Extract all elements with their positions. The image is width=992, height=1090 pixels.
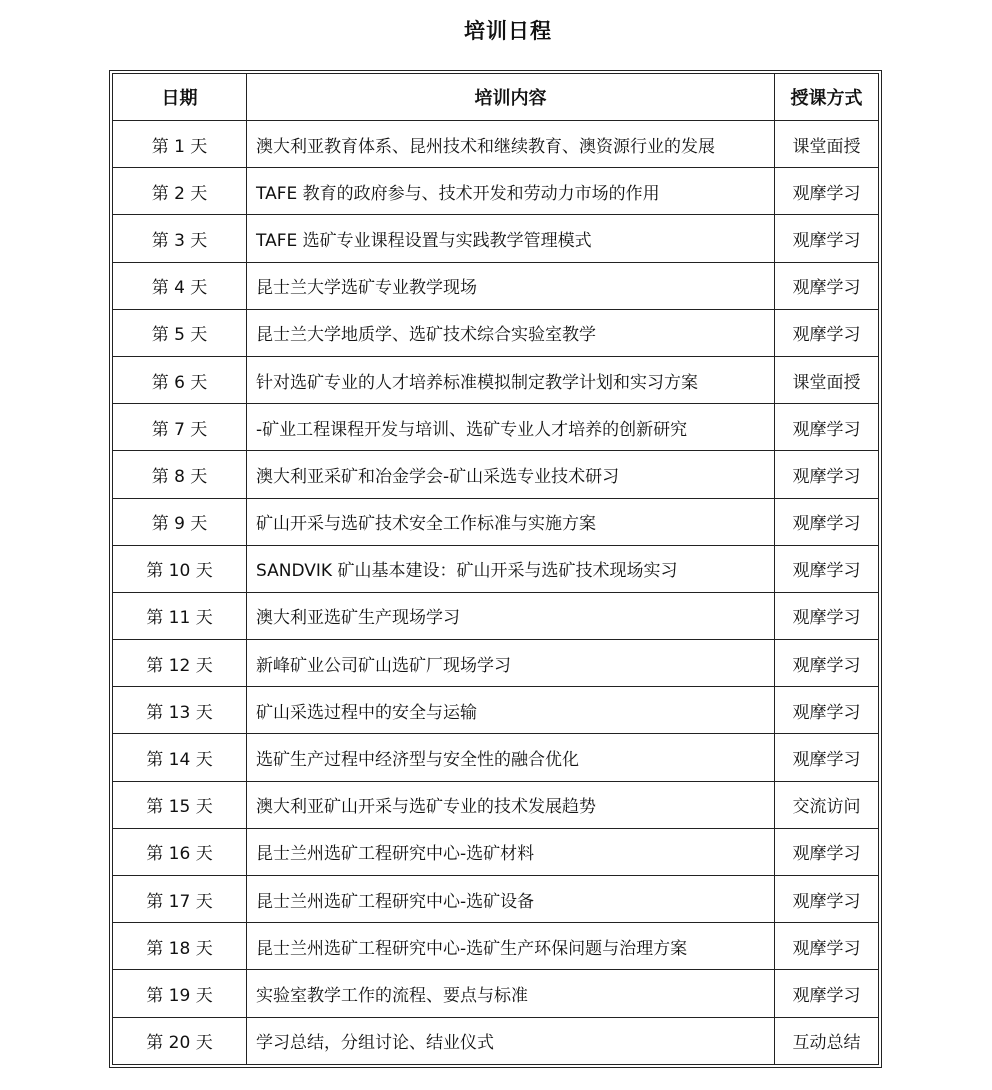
row-day: 第 8 天 bbox=[113, 451, 247, 498]
row-method: 观摩学习 bbox=[775, 545, 879, 592]
table-row bbox=[113, 592, 879, 639]
header-method: 授课方式 bbox=[775, 74, 879, 121]
row-day: 第 19 天 bbox=[113, 970, 247, 1017]
row-day: 第 3 天 bbox=[113, 215, 247, 262]
table-row bbox=[113, 498, 879, 545]
row-content: 澳大利亚矿山开采与选矿专业的技术发展趋势 bbox=[247, 781, 775, 828]
row-method: 课堂面授 bbox=[775, 121, 879, 168]
row-method: 观摩学习 bbox=[775, 828, 879, 875]
row-content: 选矿生产过程中经济型与安全性的融合优化 bbox=[247, 734, 775, 781]
table-row bbox=[113, 404, 879, 451]
row-method: 观摩学习 bbox=[775, 687, 879, 734]
table-row bbox=[113, 545, 879, 592]
row-content: 实验室教学工作的流程、要点与标准 bbox=[247, 970, 775, 1017]
row-method: 观摩学习 bbox=[775, 923, 879, 970]
row-method: 观摩学习 bbox=[775, 640, 879, 687]
row-content: 昆士兰州选矿工程研究中心-选矿设备 bbox=[247, 876, 775, 923]
row-day: 第 14 天 bbox=[113, 734, 247, 781]
row-content: 昆士兰州选矿工程研究中心-选矿生产环保问题与治理方案 bbox=[247, 923, 775, 970]
row-method: 课堂面授 bbox=[775, 356, 879, 403]
table-row bbox=[113, 781, 879, 828]
row-method: 观摩学习 bbox=[775, 970, 879, 1017]
table-row bbox=[113, 876, 879, 923]
row-method: 互动总结 bbox=[775, 1017, 879, 1064]
row-method: 观摩学习 bbox=[775, 168, 879, 215]
row-day: 第 11 天 bbox=[113, 592, 247, 639]
table-row bbox=[113, 121, 879, 168]
table-row bbox=[113, 262, 879, 309]
row-method: 观摩学习 bbox=[775, 592, 879, 639]
row-content: 学习总结，分组讨论、结业仪式 bbox=[247, 1017, 775, 1064]
row-content: 新峰矿业公司矿山选矿厂现场学习 bbox=[247, 640, 775, 687]
table-row bbox=[113, 1017, 879, 1064]
table-row bbox=[113, 168, 879, 215]
table-row bbox=[113, 828, 879, 875]
row-method: 观摩学习 bbox=[775, 451, 879, 498]
row-content: 昆士兰州选矿工程研究中心-选矿材料 bbox=[247, 828, 775, 875]
row-content: 昆士兰大学选矿专业教学现场 bbox=[247, 262, 775, 309]
row-day: 第 17 天 bbox=[113, 876, 247, 923]
schedule-table bbox=[112, 73, 879, 1065]
row-day: 第 12 天 bbox=[113, 640, 247, 687]
table-row bbox=[113, 923, 879, 970]
row-content: 矿山开采与选矿技术安全工作标准与实施方案 bbox=[247, 498, 775, 545]
header-content: 培训内容 bbox=[247, 74, 775, 121]
row-content: 矿山采选过程中的安全与运输 bbox=[247, 687, 775, 734]
row-method: 观摩学习 bbox=[775, 876, 879, 923]
row-method: 交流访问 bbox=[775, 781, 879, 828]
table-row bbox=[113, 309, 879, 356]
row-day: 第 18 天 bbox=[113, 923, 247, 970]
row-day: 第 2 天 bbox=[113, 168, 247, 215]
row-day: 第 9 天 bbox=[113, 498, 247, 545]
schedule-table-frame bbox=[109, 70, 882, 1068]
table-row bbox=[113, 215, 879, 262]
row-method: 观摩学习 bbox=[775, 262, 879, 309]
row-content: 澳大利亚选矿生产现场学习 bbox=[247, 592, 775, 639]
row-method: 观摩学习 bbox=[775, 404, 879, 451]
row-content: 澳大利亚教育体系、昆州技术和继续教育、澳资源行业的发展 bbox=[247, 121, 775, 168]
row-day: 第 15 天 bbox=[113, 781, 247, 828]
row-day: 第 7 天 bbox=[113, 404, 247, 451]
row-day: 第 1 天 bbox=[113, 121, 247, 168]
table-header-row bbox=[113, 74, 879, 121]
row-content: 澳大利亚采矿和冶金学会-矿山采选专业技术研习 bbox=[247, 451, 775, 498]
table-row bbox=[113, 970, 879, 1017]
table-row bbox=[113, 687, 879, 734]
row-method: 观摩学习 bbox=[775, 498, 879, 545]
row-content: 针对选矿专业的人才培养标准模拟制定教学计划和实习方案 bbox=[247, 356, 775, 403]
row-content: TAFE 选矿专业课程设置与实践教学管理模式 bbox=[247, 215, 775, 262]
row-day: 第 10 天 bbox=[113, 545, 247, 592]
table-row bbox=[113, 356, 879, 403]
row-method: 观摩学习 bbox=[775, 734, 879, 781]
row-day: 第 20 天 bbox=[113, 1017, 247, 1064]
row-day: 第 16 天 bbox=[113, 828, 247, 875]
row-content: SANDVIK 矿山基本建设：矿山开采与选矿技术现场实习 bbox=[247, 545, 775, 592]
row-content: -矿业工程课程开发与培训、选矿专业人才培养的创新研究 bbox=[247, 404, 775, 451]
header-day: 日期 bbox=[113, 74, 247, 121]
row-day: 第 4 天 bbox=[113, 262, 247, 309]
row-content: 昆士兰大学地质学、选矿技术综合实验室教学 bbox=[247, 309, 775, 356]
table-row bbox=[113, 734, 879, 781]
row-method: 观摩学习 bbox=[775, 215, 879, 262]
row-day: 第 6 天 bbox=[113, 356, 247, 403]
table-row bbox=[113, 451, 879, 498]
table-row bbox=[113, 640, 879, 687]
row-day: 第 5 天 bbox=[113, 309, 247, 356]
row-day: 第 13 天 bbox=[113, 687, 247, 734]
row-method: 观摩学习 bbox=[775, 309, 879, 356]
page-title: 培训日程 bbox=[464, 19, 552, 43]
row-content: TAFE 教育的政府参与、技术开发和劳动力市场的作用 bbox=[247, 168, 775, 215]
